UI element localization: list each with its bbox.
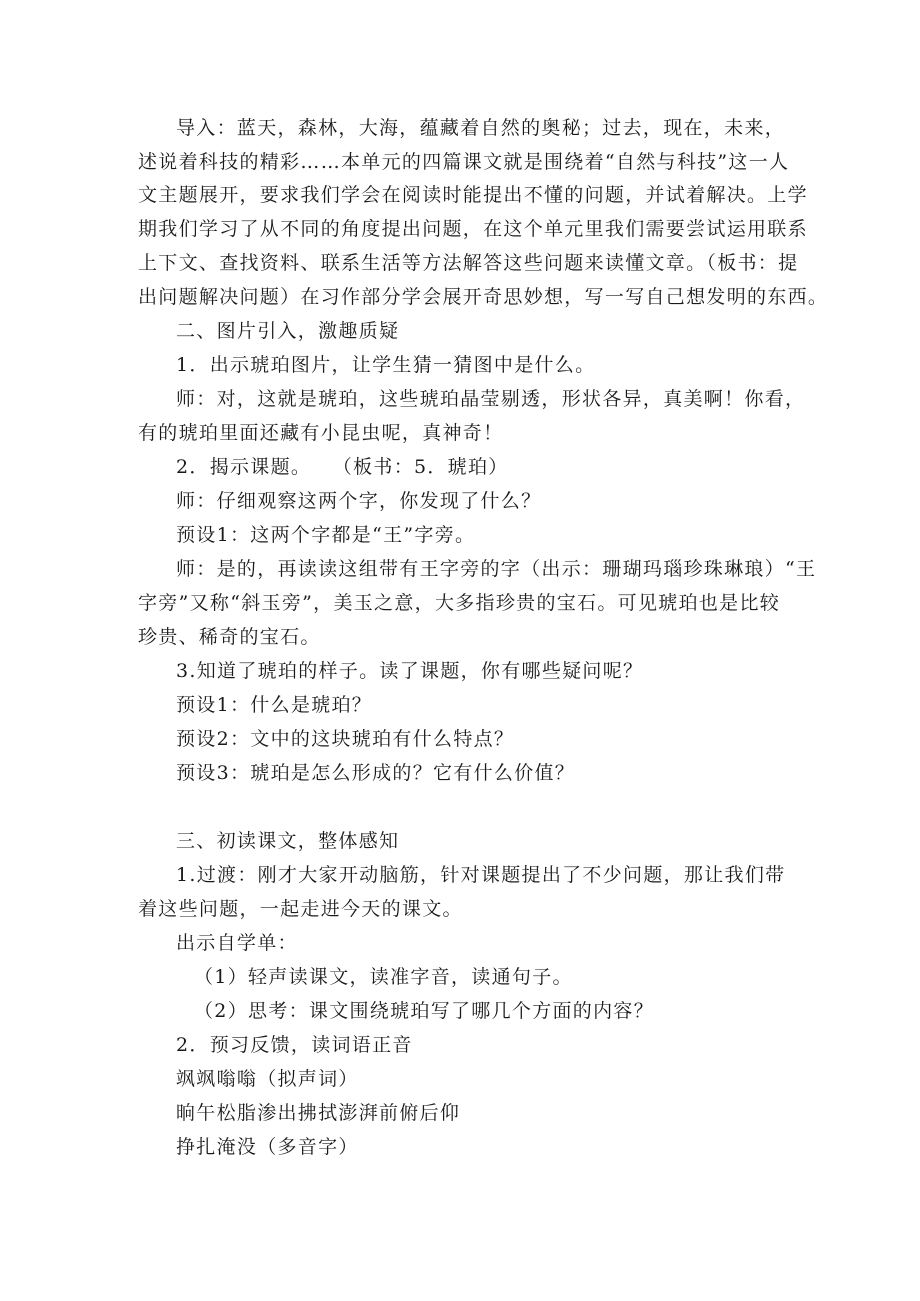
intro-paragraph-line: 上下文、查找资料、联系生活等方法解答这些问题来读懂文章。（板书：提: [138, 252, 799, 274]
worksheet-item: （1）轻声读课文，读准字音，读通句子。: [194, 966, 573, 988]
teacher-line: 师：对，这就是琥珀，这些琥珀晶莹剔透，形状各异，真美啊！你看，: [176, 388, 806, 410]
teacher-line: 有的琥珀里面还藏有小昆虫呢，真神奇！: [138, 422, 504, 444]
vocabulary-line: 晌午松脂渗出拂拭澎湃前俯后仰: [176, 1102, 461, 1124]
teacher-line: 师：仔细观察这两个字，你发现了什么？: [176, 490, 542, 512]
section-heading: 三、初读课文，整体感知: [176, 830, 400, 852]
step-line: 1.过渡：刚才大家开动脑筋，针对课题提出了不少问题，那让我们带: [176, 864, 786, 886]
preset-line: 预设1：这两个字都是“王”字旁。: [176, 524, 476, 546]
intro-paragraph-line: 导入：蓝天，森林，大海，蕴藏着自然的奥秘；过去，现在，未来，: [176, 117, 786, 139]
step-line: 2．预习反馈，读词语正音: [176, 1034, 413, 1056]
worksheet-title: 出示自学单：: [176, 932, 298, 954]
intro-paragraph-line: 期我们学习了从不同的角度提出问题，在这个单元里我们需要尝试运用联系: [138, 218, 808, 240]
worksheet-item: （2）思考：课文围绕琥珀写了哪几个方面的内容？: [194, 1000, 654, 1022]
step-line: 着这些问题，一起走进今天的课文。: [138, 898, 463, 920]
step-line: 3.知道了琥珀的样子。读了课题，你有哪些疑问呢？: [176, 660, 644, 682]
teacher-line: 珍贵、稀奇的宝石。: [138, 626, 321, 648]
intro-paragraph-line: 出问题解决问题）在习作部分学会展开奇思妙想，写一写自己想发明的东西。: [138, 286, 829, 308]
teacher-line: 字旁”又称“斜玉旁”，美玉之意，大多指珍贵的宝石。可见琥珀也是比较: [138, 592, 781, 614]
intro-paragraph-line: 文主题展开，要求我们学会在阅读时能提出不懂的问题，并试着解决。上学: [138, 184, 808, 206]
preset-line: 预设3：琥珀是怎么形成的？它有什么价值？: [176, 762, 576, 784]
intro-paragraph-line: 述说着科技的精彩……本单元的四篇课文就是围绕着“自然与科技”这一人: [138, 151, 790, 173]
vocabulary-line: 挣扎淹没（多音字）: [176, 1136, 359, 1158]
section-heading: 二、图片引入，激趣质疑: [176, 320, 400, 342]
vocabulary-line: 飒飒嗡嗡（拟声词）: [176, 1068, 359, 1090]
step-line: 1．出示琥珀图片，让学生猜一猜图中是什么。: [176, 354, 596, 376]
teacher-line: 师：是的，再读读这组带有王字旁的字（出示：珊瑚玛瑙珍珠琳琅）“王: [176, 558, 817, 580]
preset-line: 预设2：文中的这块琥珀有什么特点？: [176, 728, 515, 750]
preset-line: 预设1：什么是琥珀？: [176, 694, 373, 716]
step-line: 2．揭示课题。 （板书：5．琥珀）: [176, 456, 509, 478]
